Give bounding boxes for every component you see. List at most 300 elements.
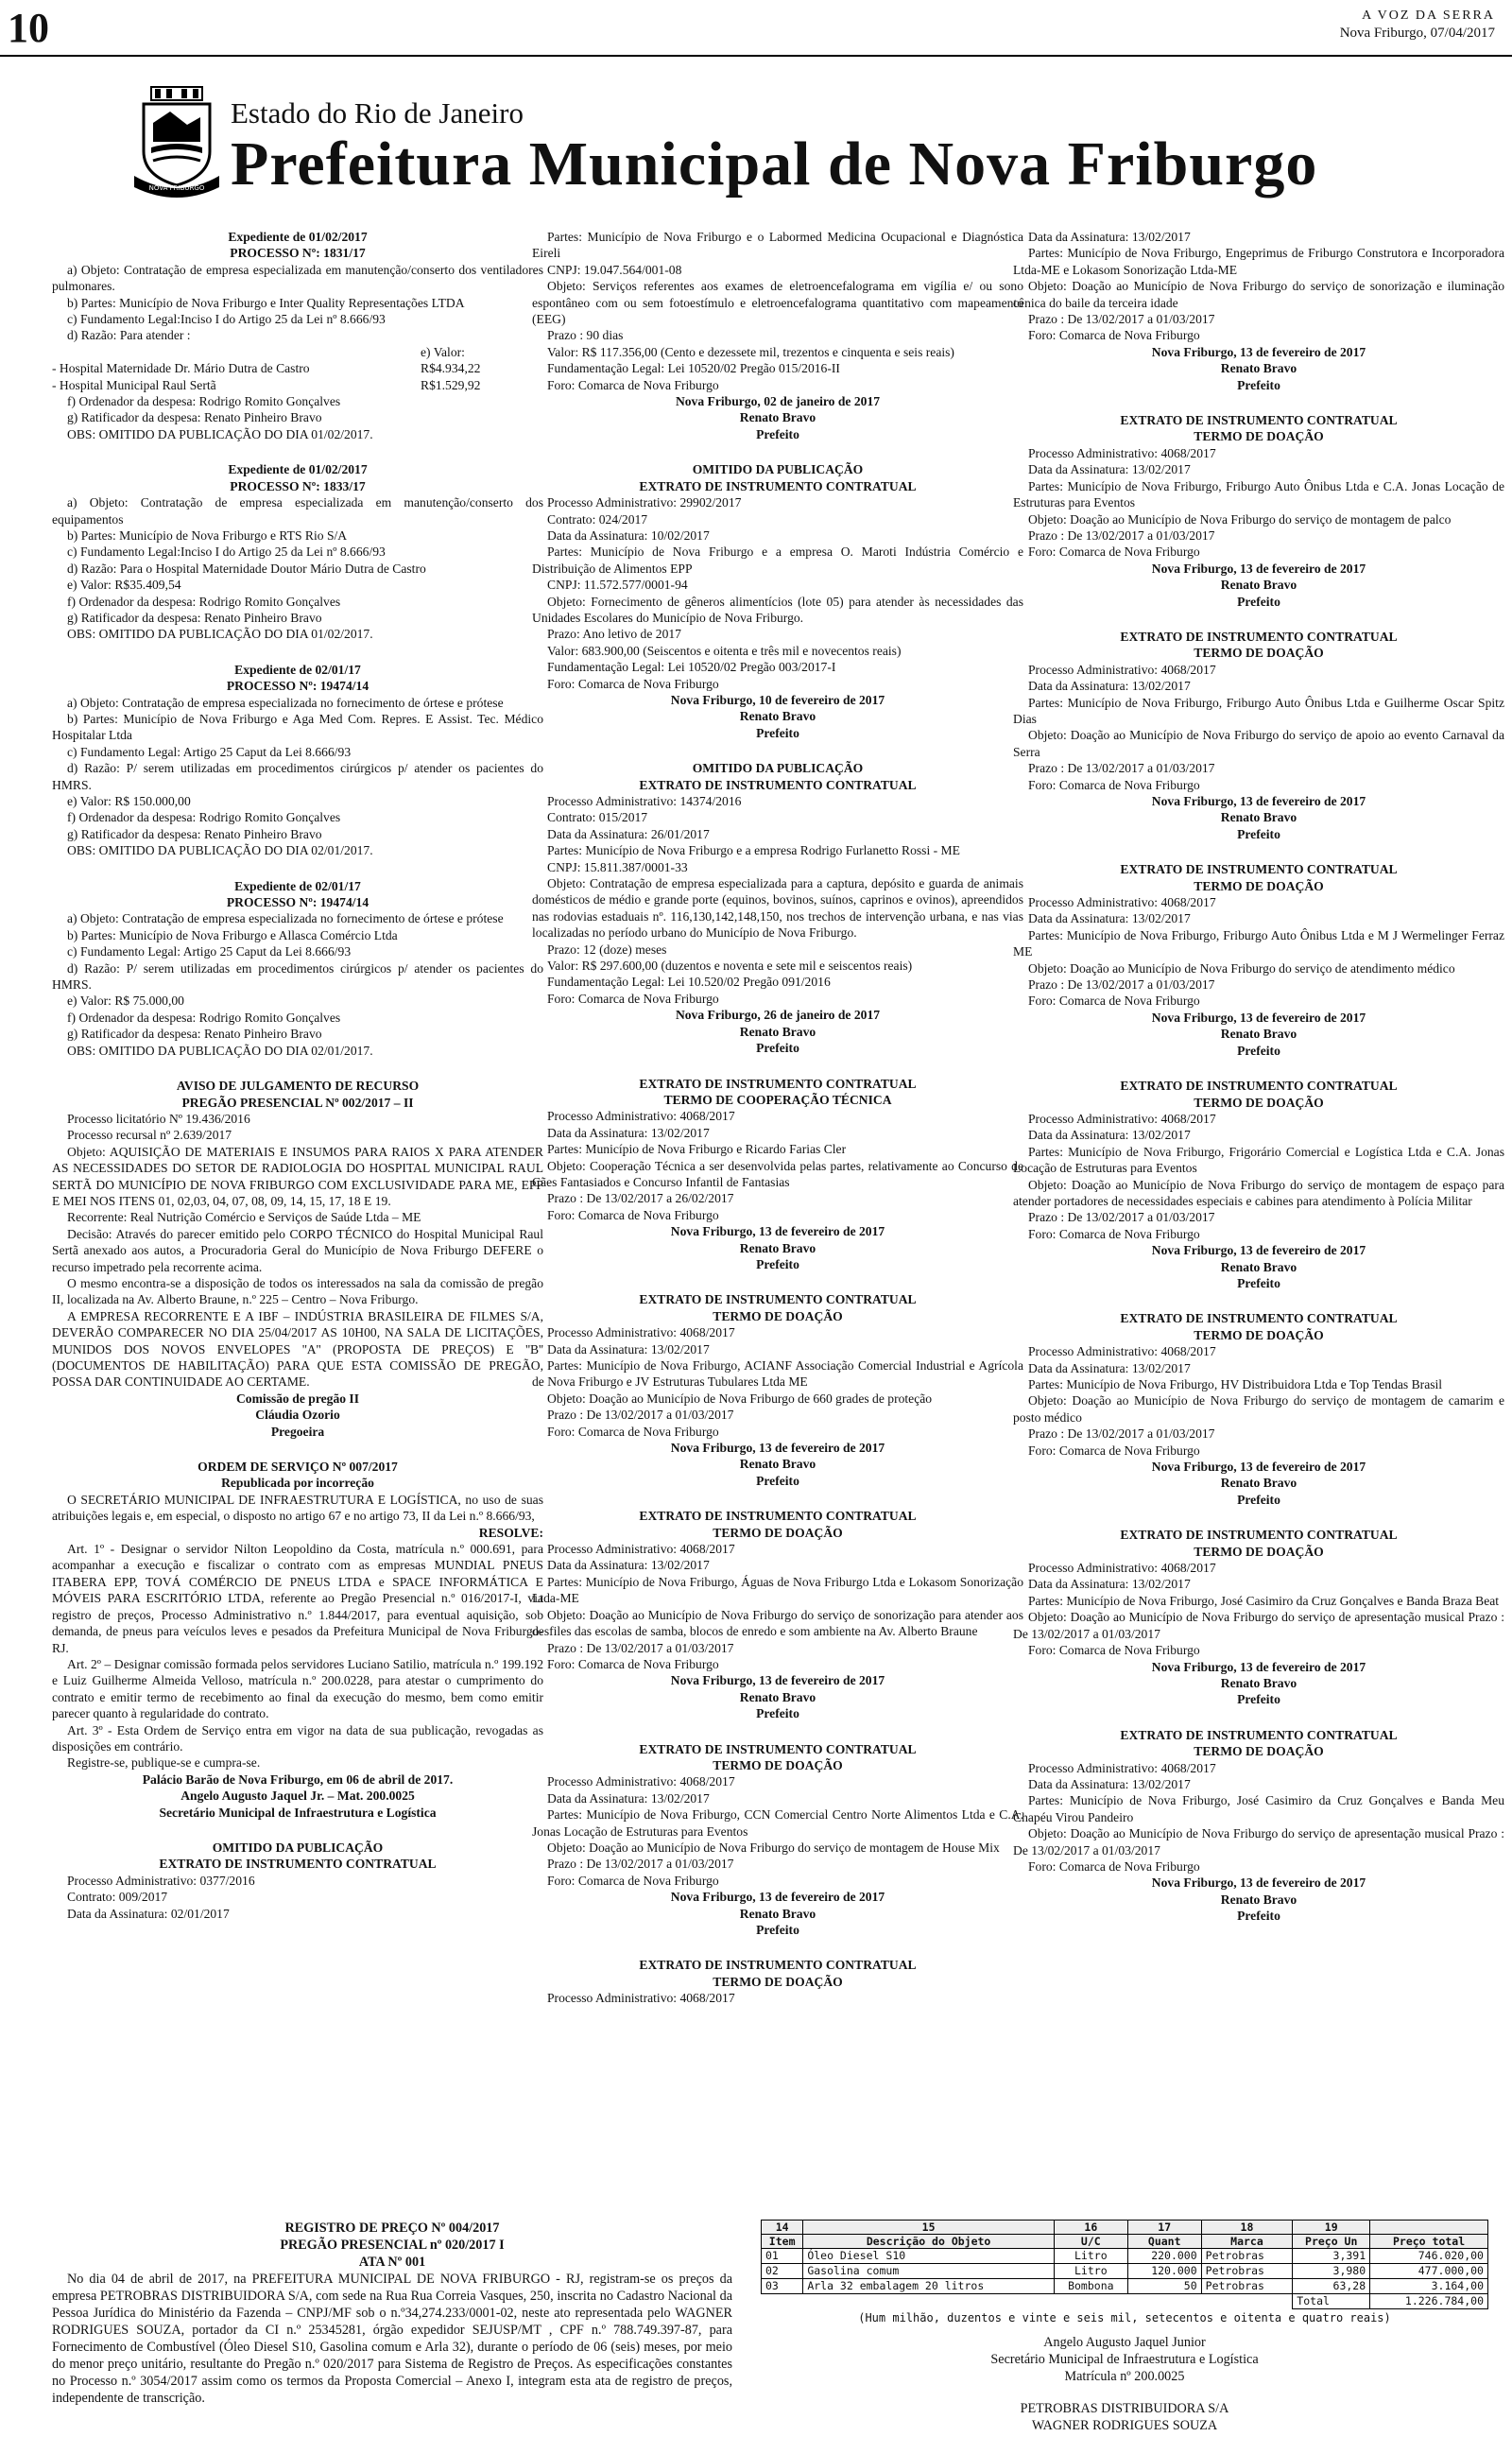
data-assinatura: Data da Assinatura: 13/02/2017 — [1028, 1128, 1191, 1143]
valor: e) Valor: R$ 150.000,00 — [67, 794, 191, 808]
disposicao: O mesmo encontra-se a disposição de todos os interessados na sala da comissão de pregão II, localizada na Av. Alberto Braune, n.º 225 – Centro – Nova Friburgo. — [52, 1275, 543, 1307]
foro: Foro: Comarca de Nova Friburgo — [547, 1873, 719, 1888]
data-assinatura: Data da Assinatura: 26/01/2017 — [547, 826, 710, 841]
sign-role: Prefeito — [756, 1256, 799, 1271]
section-subtitle: EXTRATO DE INSTRUMENTO CONTRATUAL — [159, 1857, 437, 1872]
partes: Partes: Município de Nova Friburgo e a empresa Rodrigo Furlanetto Rossi - ME — [547, 843, 960, 858]
expediente-4 — [52, 878, 543, 1059]
amount-in-words: (Hum milhão, duzentos e vinte e seis mil, setecentos e oitenta e quatro reais) — [858, 2311, 1391, 2324]
termo-cooperacao — [532, 1076, 1023, 1273]
column-3 — [1013, 229, 1504, 1930]
registro-body: No dia 04 de abril de 2017, na PREFEITURA MUNICIPAL DE NOVA FRIBURGO - RJ, registram-se os preços da empresa PETROBRAS DISTRIBUIDORA S/A, com sede na Rua Rua Correia Vasques, 250, inscrita no Cadastro Nacional da Pessoa Jurídica do Ministério da Fazenda – CNPJ/MF sob o n.º34,274.233/0001-02, neste ato representada pelo WAGNER RODRIGUES SOUZA, portador da CI n.º 25345281, órgão expedidor SEJUSP/MT , CPF n.º 788.749.397-87, para Fornecimento de Combustível (Óleo Diesel S10, Gasolina comum e Arla 32), durante o período de 06 (seis) meses, por meio do menor preço unitário, resultante do Pregão n.º 020/2017 para Sistema de Registro de Preços. As especificações constantes no Processo n.º 3054/2017 assim como os termos da Proposta Comercial – Anexo I, integram esta ata de registro de preços, independente de transcrição. — [52, 2272, 732, 2406]
fundamentacao: Fundamentação Legal: Lei 10.520/02 Pregão 091/2016 — [547, 975, 831, 990]
processo: Processo Administrativo: 4068/2017 — [1028, 895, 1216, 910]
data-assinatura: Data da Assinatura: 13/02/2017 — [1028, 1577, 1191, 1592]
section-subtitle: TERMO DE DOAÇÃO — [713, 1308, 843, 1323]
razao: d) Razão: P/ serem utilizadas em procedimentos cirúrgicos p/ atender os pacientes do HMRS. — [52, 761, 543, 792]
prazo: Prazo : De 13/02/2017 a 01/03/2017 — [1028, 977, 1215, 993]
sign-date: Nova Friburgo, 13 de fevereiro de 2017 — [1151, 1875, 1366, 1891]
publication-info — [1340, 8, 1495, 42]
table-total-row — [762, 2294, 1488, 2309]
data-assinatura: Data da Assinatura: 13/02/2017 — [1028, 679, 1191, 694]
termo-doacao — [1013, 1527, 1504, 1707]
column-1 — [52, 229, 543, 1927]
valor: Valor: 683.900,00 (Seiscentos e oitenta e três mil e novecentos reais) — [547, 643, 902, 658]
expediente-title: Expediente de 02/01/17 — [234, 878, 361, 893]
razao: d) Razão: Para o Hospital Maternidade Doutor Mário Dutra de Castro — [67, 561, 426, 576]
termo-doacao — [1013, 629, 1504, 842]
foro: Foro: Comarca de Nova Friburgo — [547, 1424, 719, 1439]
objeto: Objeto: Doação ao Município de Nova Friburgo do serviço de apresentação musical Prazo : De 13/02/2017 a 01/03/2017 — [1013, 1610, 1504, 1641]
prazo: Prazo: 12 (doze) meses — [547, 942, 667, 957]
article: Art. 3º - Esta Ordem de Serviço entra em vigor na data de sua publicação, revogadas as disposições em contrário. — [52, 1722, 543, 1754]
section-title: EXTRATO DE INSTRUMENTO CONTRATUAL — [1120, 413, 1398, 428]
fundamentacao: Fundamentação Legal: Lei 10520/02 Pregão 003/2017-I — [547, 660, 836, 675]
section-subtitle: TERMO DE DOAÇÃO — [1194, 429, 1324, 444]
total-value: 1.226.784,00 — [1370, 2294, 1488, 2309]
fundamento: c) Fundamento Legal:Inciso I do Artigo 25 da Lei nº 8.666/93 — [67, 544, 386, 560]
data-assinatura: Data da Assinatura: 13/02/2017 — [547, 1125, 710, 1140]
header-preco-un: Preço Un — [1293, 2235, 1370, 2249]
sign-name: Renato Bravo — [1220, 1259, 1297, 1274]
partes: b) Partes: Município de Nova Friburgo e Aga Med Com. Repres. E Assist. Tec. Médico Hospitalar Ltda — [52, 711, 543, 743]
masthead — [132, 85, 1399, 217]
table-col-numbers — [762, 2221, 1488, 2235]
sign-role: Prefeito — [1237, 594, 1280, 609]
termo-doacao — [532, 1957, 1023, 2006]
sign-name: Renato Bravo — [1220, 1892, 1297, 1907]
section-title: REGISTRO DE PREÇO Nº 004/2017 — [284, 2221, 500, 2236]
objeto: Objeto: Doação ao Município de Nova Friburgo do serviço de montagem de espaço para atender portadores de necessidades especiais e cabines para atendimento à Polícia Militar — [1013, 1177, 1504, 1208]
section-subtitle: Republicada por incorreção — [221, 1476, 374, 1491]
partes: Partes: Município de Nova Friburgo, ACIANF Associação Comercial Industrial e Agrícola de Nova Friburgo e JV Estruturas Tubulares Ltda ME — [532, 1358, 1023, 1390]
sign-name: Renato Bravo — [1220, 1675, 1297, 1690]
signature-role: Secretário Municipal de Infraestrutura e Logística — [990, 2352, 1259, 2367]
processo: Processo Administrativo: 4068/2017 — [547, 1991, 735, 2006]
prazo: Prazo : De 13/02/2017 a 01/03/2017 — [1028, 527, 1215, 543]
convocacao: A EMPRESA RECORRENTE E A IBF – INDÚSTRIA BRASILEIRA DE FILMES S/A, DEVERÃO COMPARECER NO DIA 25/04/2017 AS 10H00, NA SALA DE LICITAÇÕES, MUNIDOS DOS NOVOS ENVELOPES ''A'' (PROPOSTA DE PREÇOS) E ''B'' (DOCUMENTOS DE HABILITAÇÃO) PARA QUE ESTA COMISSÃO DE PREGÃO, POSSA DAR CONTINUIDADE AO CERTAME. — [52, 1308, 543, 1390]
col-number — [1370, 2221, 1488, 2235]
partes: Partes: Município de Nova Friburgo e o Labormed Medicina Ocupacional e Diagnóstica Eireli — [532, 230, 1023, 261]
processo: Processo Administrativo: 29902/2017 — [547, 495, 742, 510]
sign-name: Renato Bravo — [1220, 810, 1297, 825]
objeto: Objeto: Doação ao Município de Nova Friburgo do serviço de sonorização para atender aos desfiles das escolas de samba, blocos de enredo e som ambiente na Av. Alberto Braune — [532, 1607, 1023, 1639]
col-number: 14 — [762, 2221, 803, 2235]
sign-name: Renato Bravo — [739, 1457, 816, 1472]
expediente-title: Expediente de 02/01/17 — [234, 662, 361, 677]
processo: Processo Administrativo: 4068/2017 — [1028, 445, 1216, 460]
processo-recursal: Processo recursal nº 2.639/2017 — [67, 1128, 232, 1143]
hospital-value: R$4.934,22 — [421, 361, 481, 376]
column-2 — [532, 229, 1023, 2013]
article: Art. 1º - Designar o servidor Nilton Leopoldino da Costa, matrícula n.º 000.691, para acompanhar a execução e fiscalizar o contrato com as empresas MUNDIAL PNEUS ITABERA EPP, TOVÁ COMÉRCIO DE PNEUS LTDA e SPACE INFORMÁTICA E MÓVEIS PARA ESCRITÓRIO LTDA, referente ao Pregão Presencial n.º 016/2017-I, via registro de preços, Processo Administrativo n.º 1.844/2017, para eventual aquisição, sob demanda, de pneus para veículos leves e pesados da Prefeitura Municipal de Nova Friburgo-RJ. — [52, 1542, 543, 1655]
termo-doacao — [1013, 1727, 1504, 1925]
foro: Foro: Comarca de Nova Friburgo — [1028, 1858, 1200, 1874]
sign-date: Nova Friburgo, 13 de fevereiro de 2017 — [1151, 794, 1366, 808]
objeto: Objeto: Doação ao Município de Nova Friburgo do serviço de atendimento médico — [1028, 960, 1455, 976]
cell-item: 01 — [762, 2249, 803, 2264]
data-assinatura: Data da Assinatura: 13/02/2017 — [1028, 1360, 1191, 1375]
data-assinatura: Data da Assinatura: 13/02/2017 — [547, 1790, 710, 1806]
fundamentacao: Fundamentação Legal: Lei 10520/02 Pregão 015/2016-II — [547, 361, 840, 376]
sign-role: Prefeito — [756, 1706, 799, 1721]
cell-marca: Petrobras — [1201, 2249, 1293, 2264]
cell-preco-total: 3.164,00 — [1370, 2279, 1488, 2294]
coat-of-arms-icon — [132, 85, 221, 199]
partes: Partes: Município de Nova Friburgo, CCN Comercial Centro Norte Alimentos Ltda e C.A. Jonas Locação de Estruturas para Eventos — [532, 1807, 1023, 1839]
signature-role: Pregoeira — [270, 1424, 325, 1439]
processo-number: PROCESSO Nº: 1833/17 — [230, 478, 366, 493]
prazo: Prazo : De 13/02/2017 a 01/03/2017 — [1028, 312, 1215, 327]
sign-date: Nova Friburgo, 02 de janeiro de 2017 — [675, 394, 881, 409]
objeto: Objeto: Fornecimento de gêneros alimentícios (lote 05) para atender às necessidades das Unidades Escolares do Município de Nova Friburgo. — [532, 594, 1023, 625]
sign-role: Prefeito — [1237, 1909, 1280, 1924]
partes: Partes: Município de Nova Friburgo e a empresa O. Maroti Indústria Comércio e Distribuição de Alimentos EPP — [532, 544, 1023, 576]
cell-item: 02 — [762, 2264, 803, 2279]
cell-quant: 50 — [1127, 2279, 1201, 2294]
col-number: 19 — [1293, 2221, 1370, 2235]
col-number: 17 — [1127, 2221, 1201, 2235]
section-subtitle: TERMO DE DOAÇÃO — [1194, 878, 1324, 893]
header-rule — [0, 55, 1512, 57]
objeto: Objeto: Doação ao Município de Nova Friburgo do serviço de sonorização e iluminação cênica do baile da terceira idade — [1013, 279, 1504, 310]
section-subtitle: TERMO DE COOPERAÇÃO TÉCNICA — [663, 1092, 892, 1107]
foro: Foro: Comarca de Nova Friburgo — [547, 1656, 719, 1671]
signature-block — [761, 2334, 1488, 2434]
objeto: Objeto: Doação ao Município de Nova Friburgo do serviço de montagem de camarim e posto médico — [1013, 1393, 1504, 1425]
ordem-servico — [52, 1459, 543, 1821]
objeto: a) Objeto: Contratação de empresa especializada em manutenção/conserto dos ventiladores pulmonares. — [52, 262, 543, 294]
cnpj: CNPJ: 19.047.564/001-08 — [547, 262, 682, 277]
foro: Foro: Comarca de Nova Friburgo — [547, 991, 719, 1006]
expediente-1 — [52, 229, 543, 442]
objeto: Objeto: AQUISIÇÃO DE MATERIAIS E INSUMOS PARA RAIOS X PARA ATENDER AS NECESSIDADES DO SETOR DE RADIOLOGIA DO HOSPITAL MUNICIPAL RAUL SERTÃ DO MUNICÍPIO DE NOVA FRIBURGO COM EXCLUSIVIDADE PARA ME, EPP E MEI NOS ITENS 01, 02,03, 04, 07, 08, 09, 14, 15, 17, 18 E 19. — [52, 1144, 543, 1208]
foro: Foro: Comarca de Nova Friburgo — [1028, 777, 1200, 792]
partes: Partes: Município de Nova Friburgo, Águas de Nova Friburgo Ltda e Lokasom Sonorização Ltda-ME — [532, 1574, 1023, 1606]
cell-item: 03 — [762, 2279, 803, 2294]
partes: Partes: Município de Nova Friburgo, HV Distribuidora Ltda e Top Tendas Brasil — [1028, 1377, 1443, 1391]
objeto: Objeto: Doação ao Município de Nova Friburgo do serviço de apresentação musical Prazo : De 13/02/2017 a 01/03/2017 — [1013, 1826, 1504, 1858]
section-subtitle: TERMO DE DOAÇÃO — [713, 1974, 843, 1989]
valor-row — [52, 377, 543, 393]
objeto: Objeto: Serviços referentes aos exames de eletroencefalograma em vigília e/ ou sono espontâneo com ou sem fotoestímulo e eletroencefalograma quantitativo com mapeamento (EEG) — [532, 279, 1023, 327]
price-table — [761, 2220, 1488, 2309]
cell-uc: Litro — [1054, 2264, 1127, 2279]
sign-name: Renato Bravo — [739, 1024, 816, 1039]
foro: Foro: Comarca de Nova Friburgo — [1028, 1643, 1200, 1658]
foro: Foro: Comarca de Nova Friburgo — [1028, 994, 1200, 1009]
contrato: Contrato: 015/2017 — [547, 810, 648, 825]
valor: e) Valor: R$35.409,54 — [67, 578, 181, 593]
sign-role: Prefeito — [756, 1473, 799, 1488]
signature-line: Comissão de pregão II — [235, 1391, 360, 1406]
razao: d) Razão: P/ serem utilizadas em procedimentos cirúrgicos p/ atender os pacientes do HMRS. — [52, 960, 543, 993]
hospital-value: R$1.529,92 — [421, 377, 481, 392]
section-title: ORDEM DE SERVIÇO Nº 007/2017 — [198, 1460, 398, 1475]
registre-se: Registre-se, publique-se e cumpra-se. — [67, 1755, 261, 1771]
prazo: Prazo : De 13/02/2017 a 26/02/2017 — [547, 1191, 734, 1206]
termo-doacao — [532, 1291, 1023, 1489]
cnpj: CNPJ: 11.572.577/0001-94 — [547, 578, 688, 593]
page-number: 10 — [8, 5, 49, 51]
foro: Foro: Comarca de Nova Friburgo — [547, 676, 719, 691]
sign-role: Prefeito — [1237, 1492, 1280, 1507]
header-quant: Quant — [1127, 2235, 1201, 2249]
section-title: EXTRATO DE INSTRUMENTO CONTRATUAL — [1120, 1311, 1398, 1326]
sign-role: Prefeito — [1237, 377, 1280, 392]
page-header-bar — [0, 0, 1512, 59]
partes: Partes: Município de Nova Friburgo e Ricardo Farias Cler — [547, 1142, 847, 1157]
aviso-julgamento — [52, 1078, 543, 1440]
col-number: 16 — [1054, 2221, 1127, 2235]
section-subtitle: TERMO DE DOAÇÃO — [1194, 1095, 1324, 1110]
partes: Partes: Município de Nova Friburgo, Friburgo Auto Ônibus Ltda e C.A. Jonas Locação de Estruturas para Eventos — [1013, 478, 1504, 510]
company-name: PETROBRAS DISTRIBUIDORA S/A — [1020, 2401, 1229, 2416]
partes: b) Partes: Município de Nova Friburgo e RTS Rio S/A — [67, 527, 348, 543]
expediente-3 — [52, 662, 543, 859]
cell-uc: Litro — [1054, 2249, 1127, 2264]
processo: Processo Administrativo: 4068/2017 — [547, 1774, 735, 1789]
partes: b) Partes: Município de Nova Friburgo e Inter Quality Representações LTDA — [67, 295, 465, 310]
resolve: RESOLVE: — [478, 1525, 543, 1540]
cell-preco-un: 3,391 — [1293, 2249, 1370, 2264]
termo-doacao — [1013, 412, 1504, 610]
foro: Foro: Comarca de Nova Friburgo — [1028, 1443, 1200, 1458]
cell-preco-total: 477.000,00 — [1370, 2264, 1488, 2279]
fundamento: c) Fundamento Legal:Inciso I do Artigo 25 da Lei nº 8.666/93 — [67, 312, 386, 327]
partes: Partes: Município de Nova Friburgo, Friburgo Auto Ônibus Ltda e Guilherme Oscar Spitz Dias — [1013, 695, 1504, 726]
hospital-name: - Hospital Maternidade Dr. Mário Dutra de Castro — [52, 361, 310, 376]
cell-preco-un: 63,28 — [1293, 2279, 1370, 2294]
valor: Valor: R$ 297.600,00 (duzentos e noventa e sete mil e seiscentos reais) — [547, 959, 913, 974]
col-number: 18 — [1201, 2221, 1293, 2235]
sign-role: Prefeito — [756, 426, 799, 441]
ordenador: f) Ordenador da despesa: Rodrigo Romito Gonçalves — [67, 594, 341, 609]
processo-number: PROCESSO Nº: 19474/14 — [226, 679, 369, 694]
state-name: Estado do Rio de Janeiro — [231, 96, 524, 130]
processo: Processo Administrativo: 4068/2017 — [1028, 1344, 1216, 1359]
sign-date: Nova Friburgo, 13 de fevereiro de 2017 — [1151, 1460, 1366, 1475]
objeto: Objeto: Cooperação Técnica a ser desenvolvida pelas partes, relativamente ao Concurso de Cães Fantasiados e Concurso Infantil de Fantasias — [532, 1158, 1023, 1189]
extrato-rossi — [532, 760, 1023, 1056]
section-subtitle: EXTRATO DE INSTRUMENTO CONTRATUAL — [639, 478, 917, 493]
processo: Processo Administrativo: 4068/2017 — [1028, 662, 1216, 677]
partes: Partes: Município de Nova Friburgo, José Casimiro da Cruz Gonçalves e Banda Braza Beat — [1028, 1593, 1500, 1608]
processo: Processo Administrativo: 4068/2017 — [1028, 1760, 1216, 1775]
processo: Processo Administrativo: 14374/2016 — [547, 794, 742, 808]
processo-licitatorio: Processo licitatório Nº 19.436/2016 — [67, 1111, 250, 1126]
section-title: EXTRATO DE INSTRUMENTO CONTRATUAL — [1120, 629, 1398, 644]
processo: Processo Administrativo: 4068/2017 — [1028, 1561, 1216, 1576]
signature-matricula: Matrícula nº 200.0025 — [1064, 2369, 1185, 2384]
table-header — [762, 2235, 1488, 2249]
ordenador: f) Ordenador da despesa: Rodrigo Romito Gonçalves — [67, 810, 341, 825]
processo: Processo Administrativo: 4068/2017 — [1028, 1111, 1216, 1126]
header-uc: U/C — [1054, 2235, 1127, 2249]
section-title: OMITIDO DA PUBLICAÇÃO — [692, 761, 864, 776]
publication-name: A VOZ DA SERRA — [1362, 9, 1495, 23]
prazo: Prazo : De 13/02/2017 a 01/03/2017 — [547, 1640, 734, 1655]
termo-doacao — [1013, 1310, 1504, 1508]
sign-date: Nova Friburgo, 13 de fevereiro de 2017 — [670, 1673, 885, 1688]
header-preco-total: Preço total — [1370, 2235, 1488, 2249]
sign-name: Renato Bravo — [1220, 1027, 1297, 1042]
processo: Processo Administrativo: 4068/2017 — [547, 1109, 735, 1124]
ratificador: g) Ratificador da despesa: Renato Pinheiro Bravo — [67, 610, 322, 625]
section-subtitle: TERMO DE DOAÇÃO — [713, 1757, 843, 1772]
signature-place: Palácio Barão de Nova Friburgo, em 06 de abril de 2017. — [142, 1771, 454, 1787]
objeto: Objeto: Contratação de empresa especializada para a captura, depósito e guarda de animais domésticos de médio e grande porte (equinos, bovinos, suínos, caprinos e ovinos), apreendidos nas rodovias estaduais nº. 116,130,142,148,150, nos trechos de intervenção urbana, e nas vias localizadas no período urbano do Município de Nova Friburgo. — [532, 876, 1023, 941]
prazo: Prazo : De 13/02/2017 a 01/03/2017 — [1028, 1426, 1215, 1442]
sign-name: Renato Bravo — [1220, 578, 1297, 593]
prazo: Prazo : De 13/02/2017 a 01/03/2017 — [1028, 761, 1215, 776]
objeto: Objeto: Doação ao Município de Nova Friburgo do serviço de montagem de palco — [1028, 511, 1452, 527]
sign-role: Prefeito — [1237, 1043, 1280, 1058]
processo-number: PROCESSO Nº: 19474/14 — [226, 895, 369, 910]
signature-role: Secretário Municipal de Infraestrutura e Logística — [159, 1805, 437, 1820]
sign-name: Renato Bravo — [739, 1689, 816, 1704]
sign-date: Nova Friburgo, 26 de janeiro de 2017 — [675, 1008, 881, 1023]
objeto: a) Objeto: Contratação de empresa especializada no fornecimento de órtese e prótese — [67, 911, 504, 926]
cell-preco-total: 746.020,00 — [1370, 2249, 1488, 2264]
header-marca: Marca — [1201, 2235, 1293, 2249]
col-number: 15 — [803, 2221, 1055, 2235]
ratificador: g) Ratificador da despesa: Renato Pinheiro Bravo — [67, 826, 322, 841]
section-title: EXTRATO DE INSTRUMENTO CONTRATUAL — [639, 1741, 917, 1756]
valor-label: e) Valor: — [421, 344, 465, 359]
obs: OBS: OMITIDO DA PUBLICAÇÃO DO DIA 02/01/2017. — [67, 1043, 373, 1058]
section-subtitle: PREGÃO PRESENCIAL nº 020/2017 I — [280, 2238, 505, 2253]
contrato: Contrato: 009/2017 — [67, 1890, 168, 1905]
prazo: Prazo : 90 dias — [547, 328, 624, 343]
data-assinatura: Data da Assinatura: 13/02/2017 — [1028, 230, 1191, 244]
processo: Processo Administrativo: 0377/2016 — [67, 1873, 255, 1888]
objeto: Objeto: Doação ao Município de Nova Friburgo do serviço de montagem de House Mix — [547, 1840, 1000, 1855]
sign-date: Nova Friburgo, 13 de fevereiro de 2017 — [1151, 561, 1366, 576]
registro-text — [52, 2220, 732, 2407]
signature-name: Cláudia Ozorio — [255, 1408, 340, 1423]
sign-name: Renato Bravo — [1220, 1476, 1297, 1491]
prazo: Prazo: Ano letivo de 2017 — [547, 627, 681, 642]
sign-name: Renato Bravo — [739, 410, 816, 425]
recorrente: Recorrente: Real Nutrição Comércio e Serviços de Saúde Ltda – ME — [67, 1210, 421, 1225]
cell-descricao: Arla 32 embalagem 20 litros — [803, 2279, 1055, 2294]
partes: Partes: Município de Nova Friburgo, Engeprimus de Friburgo Construtora e Incorporadora Ltda-ME e Lokasom Sonorização Ltda-ME — [1013, 246, 1504, 277]
section-title: EXTRATO DE INSTRUMENTO CONTRATUAL — [639, 1292, 917, 1307]
extrato-labormed — [532, 229, 1023, 442]
data-assinatura: Data da Assinatura: 13/02/2017 — [1028, 462, 1191, 477]
obs: OBS: OMITIDO DA PUBLICAÇÃO DO DIA 01/02/2017. — [67, 426, 373, 441]
sign-date: Nova Friburgo, 13 de fevereiro de 2017 — [1151, 1659, 1366, 1674]
sign-date: Nova Friburgo, 13 de fevereiro de 2017 — [1151, 1243, 1366, 1258]
section-subtitle: PREGÃO PRESENCIAL Nº 002/2017 – II — [181, 1095, 414, 1110]
table-row — [762, 2279, 1488, 2294]
section-title: EXTRATO DE INSTRUMENTO CONTRATUAL — [639, 1509, 917, 1524]
termo-doacao — [1013, 861, 1504, 1059]
publication-title: Prefeitura Municipal de Nova Friburgo — [231, 130, 1318, 199]
section-title: OMITIDO DA PUBLICAÇÃO — [212, 1840, 384, 1855]
extrato-maroti — [532, 461, 1023, 741]
foro: Foro: Comarca de Nova Friburgo — [1028, 328, 1200, 343]
sign-name: Renato Bravo — [739, 1906, 816, 1921]
termo-doacao — [1013, 1078, 1504, 1291]
objeto: Objeto: Doação ao Município de Nova Friburgo de 660 grades de proteção — [547, 1391, 933, 1406]
cell-descricao: Gasolina comum — [803, 2264, 1055, 2279]
sign-name: Renato Bravo — [739, 709, 816, 724]
section-subtitle: TERMO DE DOAÇÃO — [1194, 1327, 1324, 1342]
partes: Partes: Município de Nova Friburgo, José Casimiro da Cruz Gonçalves e Banda Meu Chapéu Virou Pandeiro — [1013, 1793, 1504, 1824]
expediente-title: Expediente de 01/02/2017 — [228, 462, 368, 477]
expediente-title: Expediente de 01/02/2017 — [228, 230, 368, 244]
prazo: Prazo : De 13/02/2017 a 01/03/2017 — [1028, 1210, 1215, 1225]
sign-role: Prefeito — [756, 1041, 799, 1056]
section-title: EXTRATO DE INSTRUMENTO CONTRATUAL — [1120, 862, 1398, 877]
cell-quant: 220.000 — [1127, 2249, 1201, 2264]
valor: Valor: R$ 117.356,00 (Cento e dezessete mil, trezentos e cinquenta e seis reais) — [547, 344, 954, 359]
cell-preco-un: 3,980 — [1293, 2264, 1370, 2279]
sign-name: Renato Bravo — [1220, 361, 1297, 376]
contrato: Contrato: 024/2017 — [547, 511, 648, 527]
section-title: EXTRATO DE INSTRUMENTO CONTRATUAL — [1120, 1528, 1398, 1543]
processo-number: PROCESSO Nº: 1831/17 — [230, 246, 366, 261]
sign-date: Nova Friburgo, 13 de fevereiro de 2017 — [1151, 1010, 1366, 1025]
obs: OBS: OMITIDO DA PUBLICAÇÃO DO DIA 02/01/2017. — [67, 843, 373, 858]
header-descricao: Descrição do Objeto — [803, 2235, 1055, 2249]
signature-name: Angelo Augusto Jaquel Junior — [1043, 2335, 1206, 2350]
section-subtitle: EXTRATO DE INSTRUMENTO CONTRATUAL — [639, 777, 917, 792]
total-label: Total — [1293, 2294, 1370, 2309]
sign-role: Prefeito — [1237, 826, 1280, 841]
sign-role: Prefeito — [1237, 1692, 1280, 1707]
section-title: EXTRATO DE INSTRUMENTO CONTRATUAL — [639, 1958, 917, 1973]
termo-doacao — [532, 1508, 1023, 1721]
termo-doacao — [532, 1741, 1023, 1939]
objeto: a) Objeto: Contratação de empresa especializada no fornecimento de órtese e prótese — [67, 695, 504, 710]
sign-date: Nova Friburgo, 13 de fevereiro de 2017 — [670, 1441, 885, 1456]
sign-date: Nova Friburgo, 10 de fevereiro de 2017 — [670, 692, 885, 707]
sign-role: Prefeito — [1237, 1275, 1280, 1290]
section-subtitle: TERMO DE DOAÇÃO — [1194, 1544, 1324, 1559]
cell-quant: 120.000 — [1127, 2264, 1201, 2279]
hospital-name: - Hospital Municipal Raul Sertã — [52, 377, 216, 392]
section-subtitle: TERMO DE DOAÇÃO — [1194, 1744, 1324, 1759]
omitido-extrato — [52, 1840, 543, 1922]
section-title: AVISO DE JULGAMENTO DE RECURSO — [176, 1079, 420, 1094]
prazo: Prazo : De 13/02/2017 a 01/03/2017 — [547, 1857, 734, 1872]
intro: O SECRETÁRIO MUNICIPAL DE INFRAESTRUTURA E LOGÍSTICA, no uso de suas atribuições legais e, em especial, o disposto no artigo 67 e no artigo 73, II da Lei n.º 8.666/93, — [52, 1492, 543, 1524]
sign-date: Nova Friburgo, 13 de fevereiro de 2017 — [670, 1890, 885, 1905]
ordenador: f) Ordenador da despesa: Rodrigo Romito Gonçalves — [67, 394, 341, 409]
partes: Partes: Município de Nova Friburgo, Friburgo Auto Ônibus Ltda e M J Wermelinger Ferraz ME — [1013, 927, 1504, 959]
svg-text:NOVA FRIBURGO: NOVA FRIBURGO — [148, 184, 205, 192]
expediente-2 — [52, 461, 543, 642]
section-title: EXTRATO DE INSTRUMENTO CONTRATUAL — [1120, 1727, 1398, 1742]
foro: Foro: Comarca de Nova Friburgo — [547, 1207, 719, 1222]
data-assinatura: Data da Assinatura: 13/02/2017 — [547, 1558, 710, 1573]
sign-role: Prefeito — [756, 725, 799, 740]
header-item: Item — [762, 2235, 803, 2249]
section-title: EXTRATO DE INSTRUMENTO CONTRATUAL — [1120, 1079, 1398, 1094]
processo: Processo Administrativo: 4068/2017 — [547, 1325, 735, 1340]
fundamento: c) Fundamento Legal: Artigo 25 Caput da Lei 8.666/93 — [67, 944, 352, 959]
ratificador: g) Ratificador da despesa: Renato Pinheiro Bravo — [67, 1027, 322, 1042]
data-assinatura: Data da Assinatura: 13/02/2017 — [1028, 911, 1191, 926]
processo: Processo Administrativo: 4068/2017 — [547, 1542, 735, 1557]
data-assinatura: Data da Assinatura: 10/02/2017 — [547, 527, 710, 543]
section-title: EXTRATO DE INSTRUMENTO CONTRATUAL — [639, 1076, 917, 1091]
registro-table-area — [761, 2220, 1488, 2434]
partes: Partes: Município de Nova Friburgo, Frigorário Comercial e Logística Ltda e C.A. Jonas Locação de Estruturas para Eventos — [1013, 1144, 1504, 1176]
